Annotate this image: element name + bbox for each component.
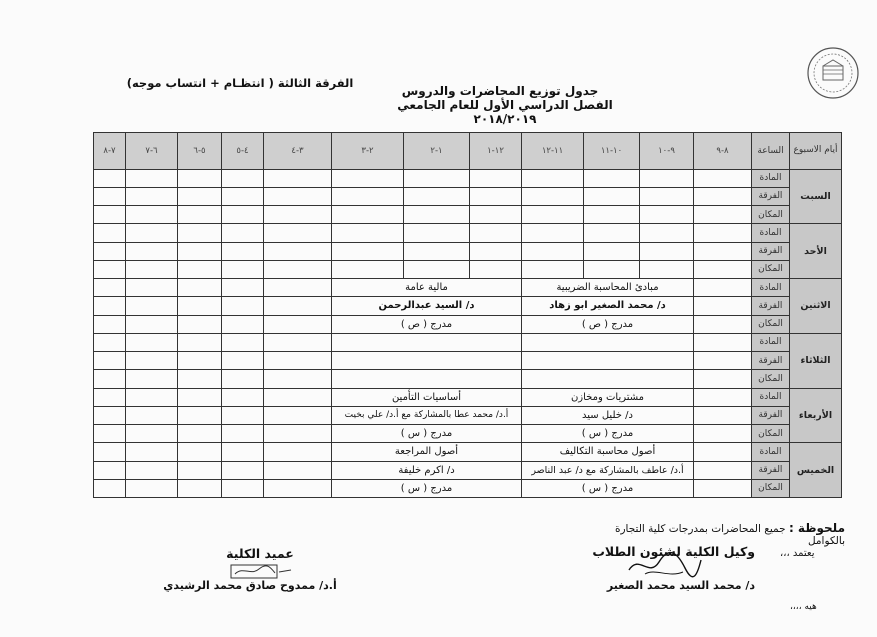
table-row (94, 297, 842, 315)
wednesday-course1-subject: مشتريات ومخازن (522, 388, 694, 406)
row-label-teacher: الفرقة (752, 406, 790, 424)
schedule-table (93, 132, 842, 498)
thursday-course1-teacher: أ.د/ عاطف بالمشاركة مع د/ عبد الناصر (522, 461, 694, 479)
row-label-subject: المادة (752, 279, 790, 297)
note-label: ملحوظة : (788, 521, 845, 535)
table-row (94, 169, 842, 187)
monday-course2-teacher: د/ السيد عبدالرحمن (332, 297, 522, 315)
slot-header: ٤-٥ (222, 133, 264, 170)
days-header: أيام الاسبوع (790, 133, 842, 170)
table-row (94, 333, 842, 351)
vice-dean-name: د/ محمد السيد محمد الصغير (606, 579, 755, 592)
row-label-subject: المادة (752, 388, 790, 406)
row-label-teacher: الفرقة (752, 242, 790, 260)
table-row (94, 315, 842, 333)
monday-course1-subject: مبادئ المحاسبة الضريبية (522, 279, 694, 297)
slot-header: ٥-٦ (178, 133, 222, 170)
row-label-place: المكان (752, 370, 790, 388)
table-row (94, 260, 842, 278)
monday-course2-subject: مالية عامة (332, 279, 522, 297)
row-label-subject: المادة (752, 333, 790, 351)
table-row (94, 242, 842, 260)
thursday-course2-teacher: د/ اكرم خليفة (332, 461, 522, 479)
day-tuesday: الثلاثاء (790, 333, 842, 388)
table-row (94, 388, 842, 406)
row-label-teacher: الفرقة (752, 297, 790, 315)
slot-header: ١٢-١ (470, 133, 522, 170)
wednesday-course1-place: مدرج ( س ) (522, 425, 694, 443)
university-seal-icon (806, 46, 860, 100)
slot-header: ١٠-١١ (584, 133, 640, 170)
wednesday-course2-teacher: أ.د/ محمد عطا بالمشاركة مع أ.د/ علي بخيت (332, 406, 522, 424)
thursday-course2-subject: أصول المراجعة (332, 443, 522, 461)
class-level: الفرقة الثالثة ( انتظـام + انتساب موجه) (126, 76, 354, 90)
semester-subtitle: الفصل الدراسي الأول للعام الجامعي ٢٠١٨/٢٠١٩ (397, 98, 613, 126)
page-title: جدول توزيع المحاضرات والدروس (401, 84, 599, 98)
day-sunday: الأحد (790, 224, 842, 279)
slot-header: ٧-٨ (94, 133, 126, 170)
monday-course1-teacher: د/ محمد الصغير ابو زهاد (522, 297, 694, 315)
thursday-course2-place: مدرج ( س ) (332, 479, 522, 497)
row-label-place: المكان (752, 315, 790, 333)
table-row (94, 461, 842, 479)
thursday-course1-subject: أصول محاسبة التكاليف (522, 443, 694, 461)
row-label-teacher: الفرقة (752, 352, 790, 370)
table-row (94, 425, 842, 443)
table-row (94, 206, 842, 224)
table-row (94, 187, 842, 205)
slot-header: ٩-١٠ (640, 133, 694, 170)
slot-header: ٦-٧ (126, 133, 178, 170)
row-label-place: المكان (752, 425, 790, 443)
monday-course1-place: مدرج ( ص ) (522, 315, 694, 333)
row-label-subject: المادة (752, 224, 790, 242)
day-wednesday: الأربعاء (790, 388, 842, 443)
dean-title: عميد الكلية (226, 546, 294, 561)
row-label-place: المكان (752, 260, 790, 278)
header-row (94, 133, 842, 170)
table-row (94, 224, 842, 242)
table-row (94, 352, 842, 370)
wednesday-course1-teacher: د/ خليل سيد (522, 406, 694, 424)
table-row (94, 479, 842, 497)
row-label-place: المكان (752, 206, 790, 224)
day-monday: الاثنين (790, 279, 842, 334)
vice-dean-title: وكيل الكلية لشئون الطلاب (592, 544, 755, 559)
day-thursday: الخميس (790, 443, 842, 498)
slot-header: ٨-٩ (694, 133, 752, 170)
row-label-subject: المادة (752, 169, 790, 187)
table-row (94, 443, 842, 461)
row-label-subject: المادة (752, 443, 790, 461)
slot-header: ٣-٤ (264, 133, 332, 170)
row-label-place: المكان (752, 479, 790, 497)
row-label-teacher: الفرقة (752, 187, 790, 205)
check-text: هيه ،،،، (790, 602, 817, 612)
row-label-teacher: الفرقة (752, 461, 790, 479)
monday-course2-place: مدرج ( ص ) (332, 315, 522, 333)
slot-header: ١-٢ (404, 133, 470, 170)
approval-text: يعتمد ،،، (780, 548, 815, 559)
table-row (94, 406, 842, 424)
dean-name: أ.د/ ممدوح صادق محمد الرشيدي (163, 579, 337, 592)
slot-header: ٢-٣ (332, 133, 404, 170)
note-text: جميع المحاضرات بمدرجات كلية التجارة بالكوامل (614, 523, 845, 547)
slot-header: ١١-١٢ (522, 133, 584, 170)
table-row (94, 279, 842, 297)
wednesday-course2-subject: أساسيات التأمين (332, 388, 522, 406)
table-row (94, 370, 842, 388)
hour-header: الساعة (752, 133, 790, 170)
day-saturday: السبت (790, 169, 842, 224)
thursday-course1-place: مدرج ( س ) (522, 479, 694, 497)
wednesday-course2-place: مدرج ( س ) (332, 425, 522, 443)
